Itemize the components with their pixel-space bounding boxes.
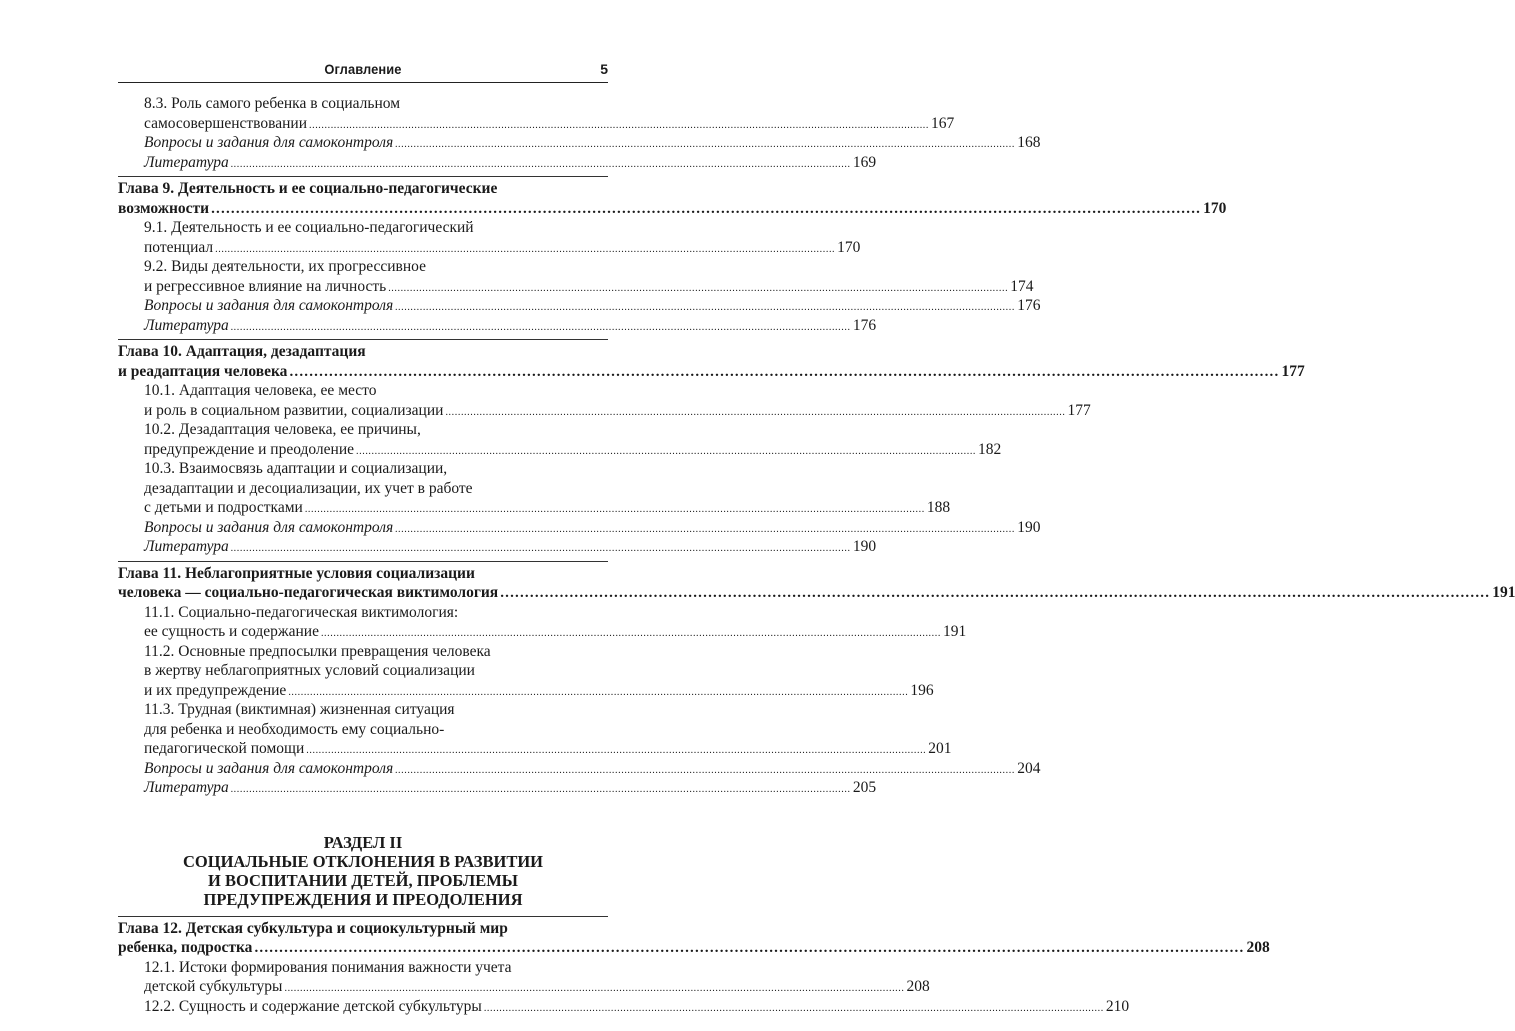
toc-page-number: 167 (931, 114, 955, 132)
toc-page-number: 188 (926, 499, 951, 516)
toc-page-number: 210 (1105, 997, 1130, 1015)
toc-entry-10-1-line1: 10.1. Адаптация человека, ее место (144, 382, 377, 399)
leader-dots: ........................................................................................................................................................................................................ (395, 139, 1016, 150)
leader-dots: ........................................................................................................................................................................................................ (230, 321, 851, 333)
chapter-11-title-line1: Глава 11. Неблагоприятные условия социализации (118, 564, 475, 582)
toc-entry-11-3-line1: 11.3. Трудная (виктимная) жизненная ситуация (144, 701, 455, 718)
toc-page-number: 204 (1017, 759, 1041, 777)
toc-page-number: 177 (1067, 401, 1091, 419)
leader-dots: ........................................................................................................................................................................................................ (483, 1002, 1104, 1014)
toc-entry-12-2[interactable] (118, 997, 1130, 1017)
toc-entry-11-1[interactable] (118, 622, 967, 642)
header-title: Оглавление (324, 61, 402, 77)
toc-entry-text: Литература (144, 538, 229, 555)
page-number: 5 (600, 61, 608, 77)
chapter-9-title-line1: Глава 9. Деятельность и ее социально-педагогические (118, 180, 498, 197)
toc-entry-11-2[interactable] (118, 681, 934, 701)
chapter-10-title-line1: Глава 10. Адаптация, дезадаптация (118, 343, 366, 360)
toc-entry-9-questions[interactable] (118, 296, 1041, 316)
leader-dots: ........................................................................................................................................................................................................ (320, 628, 941, 639)
toc-page-number: 177 (1281, 362, 1305, 380)
toc-entry-text: педагогической помощи (144, 740, 305, 757)
leader-dots: ........................................................................................................................................................................................................ (230, 158, 851, 170)
toc-page-number: 190 (1017, 518, 1041, 536)
toc-entry-text: и реадаптация человека (118, 362, 288, 380)
leader-dots: ........................................................................................................................................................................................................ (230, 784, 851, 795)
leader-dots: ........................................................................................................................................................................................................ (356, 445, 977, 457)
toc-page-number: 169 (852, 153, 877, 171)
toc-entry-11-literature[interactable] (118, 778, 877, 798)
toc-page-number: 176 (1017, 297, 1041, 314)
toc-entry-text: Литература (144, 779, 229, 796)
toc-page-number: 191 (1492, 584, 1515, 601)
table-of-contents (118, 94, 1515, 1016)
toc-entry-9-2[interactable] (118, 277, 1034, 297)
toc-entry-10-2[interactable] (118, 440, 1002, 460)
chapter-divider (118, 916, 1270, 958)
toc-entry-10-questions[interactable] (118, 518, 1041, 538)
toc-entry-10-3-line1: 10.3. Взаимосвязь адаптации и социализации, (144, 460, 448, 477)
toc-entry-9-1[interactable] (118, 238, 861, 258)
leader-dots: ........................................................................................................................................................................................................ (395, 523, 1016, 535)
leader-dots: ........................................................................................................................................................................................................ (211, 200, 1202, 217)
toc-entry-10-literature[interactable] (118, 537, 877, 557)
leader-dots: ........................................................................................................................................................................................................ (230, 543, 851, 554)
toc-entry-10-2-line1: 10.2. Дезадаптация человека, ее причины, (144, 421, 421, 438)
toc-page-number: 191 (942, 623, 967, 640)
toc-entry-text: человека — социально-педагогическая виктимология (118, 584, 499, 601)
toc-entry-text: ребенка, подростка (118, 939, 253, 956)
toc-entry-text: с детьми и подростками (144, 499, 303, 516)
leader-dots: ........................................................................................................................................................................................................ (395, 764, 1016, 776)
toc-page-number: 170 (1203, 199, 1227, 217)
section-2-title-line1: СОЦИАЛЬНЫЕ ОТКЛОНЕНИЯ В РАЗВИТИИ (182, 851, 543, 871)
toc-entry-9-2-line1: 9.2. Виды деятельности, их прогрессивное (144, 258, 426, 275)
leader-dots: ........................................................................................................................................................................................................ (289, 363, 1280, 380)
toc-page-number: 182 (978, 440, 1002, 458)
toc-entry-9-1-line1: 9.1. Деятельность и ее социально-педагогический (144, 219, 474, 236)
toc-page-number: 196 (910, 681, 934, 699)
toc-entry-text: предупреждение и преодоление (144, 440, 355, 458)
chapter-divider (118, 176, 1227, 218)
leader-dots: ........................................................................................................................................................................................................ (288, 686, 909, 698)
toc-entry-8-3-line1: 8.3. Роль самого ребенка в социальном (144, 95, 401, 112)
toc-chapter-9[interactable] (118, 199, 1227, 219)
chapter-12-title-line1: Глава 12. Детская субкультура и социокультурный мир (118, 919, 508, 937)
toc-entry-8-questions[interactable] (118, 133, 1041, 153)
section-2-heading (118, 833, 608, 909)
section-2-label: РАЗДЕЛ II (323, 832, 403, 852)
toc-entry-11-2-line2: в жертву неблагоприятных условий социализации (144, 662, 475, 679)
leader-dots: ........................................................................................................................................................................................................ (395, 302, 1016, 313)
toc-entry-text: и их предупреждение (144, 681, 287, 699)
toc-entry-11-2-line1: 11.2. Основные предпосылки превращения человека (144, 642, 491, 660)
leader-dots: ........................................................................................................................................................................................................ (388, 282, 1009, 294)
toc-entry-8-3[interactable] (118, 114, 955, 134)
toc-entry-text: ее сущность и содержание (144, 623, 319, 640)
toc-entry-9-literature[interactable] (118, 316, 877, 336)
toc-chapter-10[interactable] (118, 362, 1305, 382)
chapter-divider (118, 339, 1305, 381)
toc-entry-11-3-line2: для ребенка и необходимость ему социально- (144, 720, 445, 738)
toc-page-number: 208 (906, 978, 930, 995)
toc-chapter-11[interactable] (118, 583, 1515, 603)
toc-entry-text: Литература (144, 316, 229, 334)
toc-entry-10-1[interactable] (118, 401, 1091, 421)
toc-entry-text: потенциал (144, 238, 214, 256)
toc-page-number: 174 (1010, 277, 1034, 295)
toc-page-number: 168 (1017, 134, 1041, 151)
toc-entry-11-1-line1: 11.1. Социально-педагогическая виктимология: (144, 603, 459, 621)
toc-page-number: 208 (1246, 939, 1270, 956)
leader-dots: ........................................................................................................................................................................................................ (215, 243, 836, 255)
toc-entry-8-literature[interactable] (118, 153, 877, 173)
leader-dots: ........................................................................................................................................................................................................ (445, 406, 1066, 418)
toc-page-number: 205 (852, 779, 877, 796)
toc-entry-11-questions[interactable] (118, 759, 1041, 779)
toc-entry-12-1[interactable] (118, 977, 930, 997)
toc-entry-12-1-line1: 12.1. Истоки формирования понимания важности учета (144, 958, 512, 976)
toc-entry-text: детской субкультуры (144, 978, 283, 995)
toc-entry-text: Вопросы и задания для самоконтроля (144, 134, 394, 151)
toc-entry-text: 12.2. Сущность и содержание детской субкультуры (144, 997, 482, 1015)
leader-dots: ........................................................................................................................................................................................................ (304, 504, 925, 515)
running-header (118, 60, 608, 83)
leader-dots: ........................................................................................................................................................................................................ (306, 745, 927, 756)
toc-entry-text: и роль в социальном развитии, социализации (144, 401, 444, 419)
toc-entry-text: Вопросы и задания для самоконтроля (144, 518, 394, 536)
toc-entry-text: Литература (144, 153, 229, 171)
section-2-title-line3: ПРЕДУПРЕЖДЕНИЯ И ПРЕОДОЛЕНИЯ (203, 889, 523, 909)
toc-chapter-12[interactable] (118, 938, 1270, 958)
toc-entry-text: самосовершенствовании (144, 114, 307, 132)
toc-entry-10-3[interactable] (118, 498, 951, 518)
toc-entry-text: возможности (118, 199, 210, 217)
toc-page-number: 201 (928, 740, 952, 757)
section-2-title-line2: И ВОСПИТАНИИ ДЕТЕЙ, ПРОБЛЕМЫ (208, 870, 518, 890)
toc-page-number: 190 (852, 538, 877, 555)
toc-entry-text: Вопросы и задания для самоконтроля (144, 759, 394, 777)
toc-page-number: 170 (837, 238, 861, 256)
toc-entry-10-3-line2: дезадаптации и десоциализации, их учет в работе (144, 479, 473, 497)
leader-dots: ........................................................................................................................................................................................................ (500, 585, 1491, 601)
leader-dots: ........................................................................................................................................................................................................ (254, 940, 1245, 956)
leader-dots: ........................................................................................................................................................................................................ (284, 983, 905, 994)
leader-dots: ........................................................................................................................................................................................................ (309, 119, 929, 131)
toc-entry-11-3[interactable] (118, 739, 952, 759)
toc-entry-text: Вопросы и задания для самоконтроля (144, 297, 394, 314)
chapter-divider (118, 561, 1515, 603)
toc-page-number: 176 (852, 316, 877, 334)
toc-entry-text: и регрессивное влияние на личность (144, 277, 387, 295)
